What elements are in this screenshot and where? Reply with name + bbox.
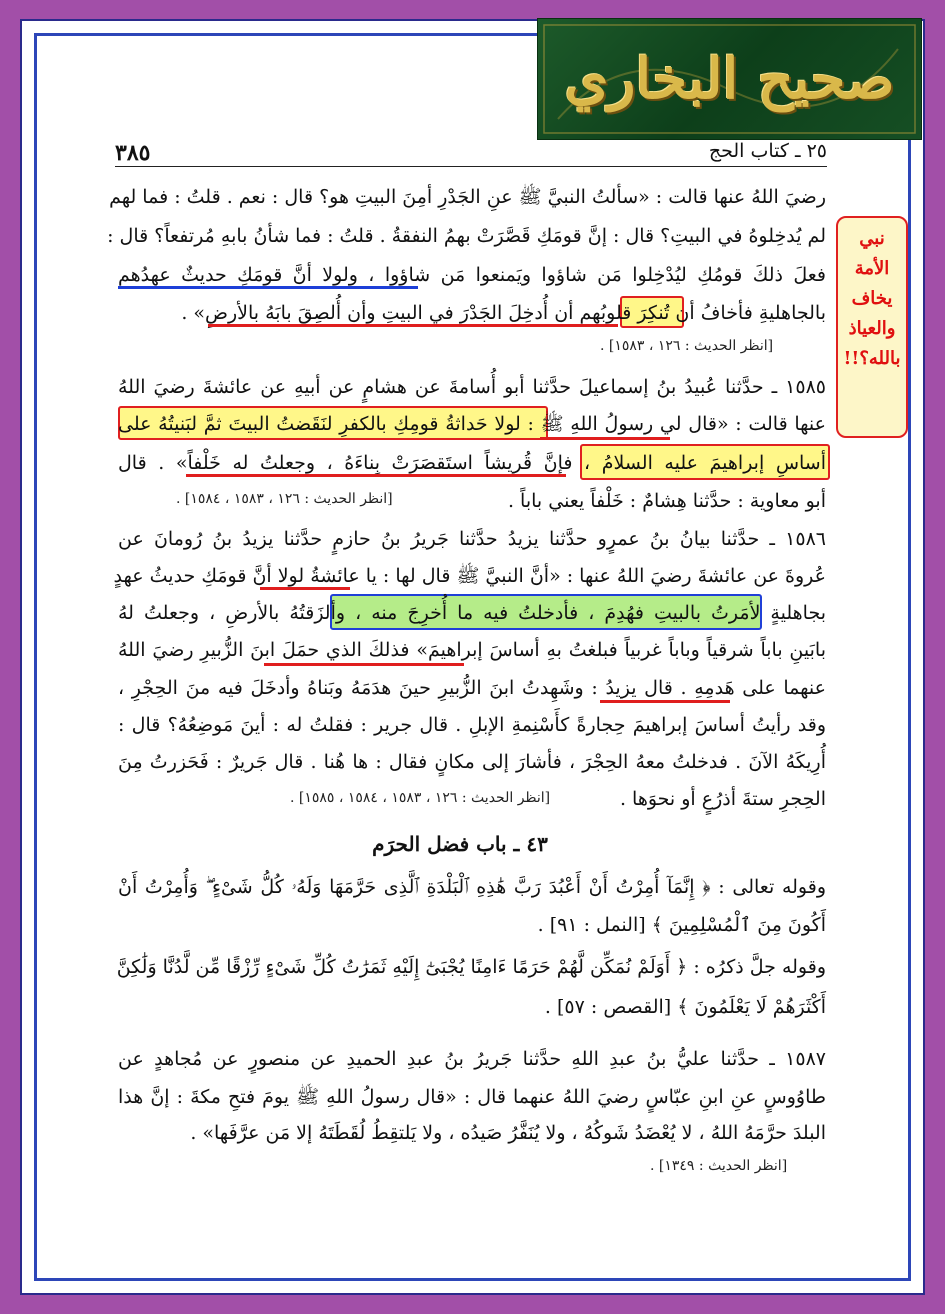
underline-red: [208, 324, 618, 327]
underline-red: [540, 437, 670, 440]
hadith-1587-line: ١٥٨٧ ـ حدَّثنا عليُّ بنُ عبدِ اللهِ حدَّثنا جَريرُ بنُ عبدِ الحميدِ عن منصورٍ عن مُجاهدٍ عن: [118, 1048, 826, 1070]
quran-verse-line: وقوله تعالى : ﴿ إِنَّمَآ أُمِرْتُ أَنْ أَعْبُدَ رَبَّ هَٰذِهِ ٱلْبَلْدَةِ ٱلَّذِى حَرَّمَهَا وَلَهُۥ كُلُّ شَىْءٍ ۖ وَأُمِرْتُ أَنْ: [118, 876, 826, 898]
hadith-reference: [انظر الحديث : ١٢٦ ، ١٥٨٣ ، ١٥٨٤] .: [176, 491, 393, 507]
hadith-1586-line: عنهما على هَدمِهِ . قال يزيدُ : وشَهِدتُ ابنَ الزُّبيرِ حينَ هدَمَهُ وبَناهُ وأدخَلَ فيه منَ الحِجْرِ ،: [118, 677, 826, 699]
quran-verse-line: أَكُونَ مِنَ ٱلْمُسْلِمِينَ ﴾ [النمل : ٩١] .: [537, 914, 826, 936]
underline-red: [260, 587, 350, 590]
hadith-1585-line: عنها قالت : «قال لي رسولُ اللهِ ﷺ : لولا حَداثةُ قومِكِ بالكفرِ لنَقَضتُ البيتَ ثمَّ لبَنيتُهُ على: [118, 413, 826, 435]
hadith-reference: [انظر الحديث : ١٣٤٩] .: [650, 1158, 788, 1174]
hadith-reference: [انظر الحديث : ١٢٦ ، ١٥٨٣ ، ١٥٨٤ ، ١٥٨٥] .: [290, 790, 551, 806]
note-line: نبي: [859, 228, 885, 249]
underline-red: [186, 474, 566, 477]
hadith-1586-line: بجاهليةٍ لأمَرتُ بالبيتِ فهُدِمَ ، فأدخلتُ فيه ما أُخرِجَ منه ، وألزَقتُهُ بالأرضِ ، وجعلتُ لهُ: [118, 602, 826, 624]
quran-verse-line: أَكْثَرَهُمْ لَا يَعْلَمُونَ ﴾ [القصص : ٥٧] .: [544, 996, 826, 1018]
hadith-1585-line: أساسِ إبراهيمَ عليه السلامُ ، فإنَّ قُريشاً استَقصَرَتْ بِناءَهُ ، وجعلتُ له خَلْفاً» . قال: [118, 452, 826, 474]
text-line: رضيَ اللهُ عنها قالت : «سألتُ النبيَّ ﷺ عنِ الجَدْرِ أمِنَ البيتِ هو؟ قال : نعم . قلتُ : فما لهم: [109, 186, 826, 208]
hadith-1586-line: أُرِيكَهُ الآنَ . فدخلتُ معهُ الحِجْرَ ، فأشارَ إلى مكانٍ فقال : ها هُنا . قال جَريرٌ : فَحَزرتُ مِنَ: [118, 751, 826, 773]
book-logo: [537, 18, 922, 140]
hadith-1586-line: وقد رأيتُ أساسَ إبراهيمَ حِجارةً كأَسْنِمةِ الإبلِ . قال جرير : فقلتُ له : أينَ مَوضِعُهُ؟ قال :: [118, 714, 826, 736]
hadith-1586-line: ١٥٨٦ ـ حدَّثنا بيانُ بنُ عمرٍو حدَّثنا يزيدُ حدَّثنا جَريرُ بنُ حازمٍ حدَّثنا يزيدُ بنُ رُومانَ عن: [118, 528, 826, 550]
hadith-1586-line: الحِجرِ ستةَ أذرُعٍ أو نحوَها .: [619, 788, 826, 810]
underline-red: [600, 700, 730, 703]
note-line: بالله؟!!: [843, 348, 901, 369]
page-number: ٣٨٥: [115, 140, 151, 166]
page-header: [115, 140, 827, 167]
note-line: الأمة: [854, 258, 890, 279]
hadith-1586-line: عُروةَ عن عائشةَ رضيَ اللهُ عنها : «أنَّ النبيَّ ﷺ قال لها : يا عائشةُ لولا أنَّ قومَكِ حديثُ عهدٍ: [113, 565, 826, 587]
hadith-1587-line: طاوُوسٍ عنِ ابنِ عبّاسٍ رضيَ اللهُ عنهما قال : «قال رسولُ اللهِ ﷺ يومَ فتحِ مكةَ : إنَّ هذا: [118, 1086, 826, 1108]
logo-text: صحيح البخاري: [564, 46, 895, 112]
hadith-1587-line: البلدَ حرَّمَهُ اللهُ ، لا يُعْضَدُ شَوكُهُ ، ولا يُنَفَّرُ صَيدُه ، ولا يَلتقِطُ لُقَطَتَهُ إلا مَن عرَّفَها» .: [190, 1122, 826, 1144]
quran-verse-line: وقوله جلَّ ذكرُه : ﴿ أَوَلَمْ نُمَكِّن لَّهُمْ حَرَمًا ءَامِنًا يُجْبَىٰٓ إِلَيْهِ ثَمَرَٰتُ كُلِّ شَىْءٍ رِّزْقًا مِّن لَّدُنَّا وَلَٰكِنَّ: [116, 956, 826, 978]
text-line: لم يُدخِلوهُ في البيتِ؟ قال : إنَّ قومَكِ قَصَّرَتْ بهمُ النفقةُ . قلتُ : فما شأنُ بابهِ مُرتفعاً؟ قال :: [107, 225, 826, 247]
bab-heading: ٤٣ ـ باب فضل الحرَم: [372, 832, 548, 856]
note-line: والعياذ: [848, 318, 896, 339]
text-line: فعلَ ذلكَ قومُكِ ليُدْخِلوا مَن شاؤوا ويَمنعوا مَن شاؤوا ، ولولا أنَّ قومَكِ حديثٌ عهدُهم: [118, 264, 826, 286]
underline-blue: [118, 286, 418, 289]
side-note: [836, 216, 908, 438]
hadith-1586-line: بابَينِ باباً شرقياً وباباً غربياً فبلغتُ بهِ أساسَ إبراهيمَ» فذلكَ الذي حمَلَ ابنَ الزُّبيرِ رضيَ اللهُ: [118, 639, 826, 661]
hadith-1585-line: ١٥٨٥ ـ حدَّثنا عُبيدُ بنُ إسماعيلَ حدَّثنا أبو أُسامةَ عن هشامٍ عن أبيهِ عن عائشةَ رضيَ اللهُ: [118, 376, 826, 398]
underline-red: [264, 663, 464, 666]
hadith-1585-line: أبو معاوية : حدَّثنا هِشامٌ : خَلْفاً يعني باباً .: [507, 490, 826, 512]
chapter-title: ٢٥ ـ كتاب الحج: [708, 140, 827, 162]
text-line: بالجاهليةِ فأخافُ أن تُنكِرَ قلوبُهم أن أُدخِلَ الجَدْرَ في البيتِ وأن أُلصِقَ بابَهُ بالأرضِ» .: [181, 302, 826, 324]
note-line: يخاف: [851, 288, 893, 309]
hadith-reference: [انظر الحديث : ١٢٦ ، ١٥٨٣] .: [600, 338, 774, 354]
